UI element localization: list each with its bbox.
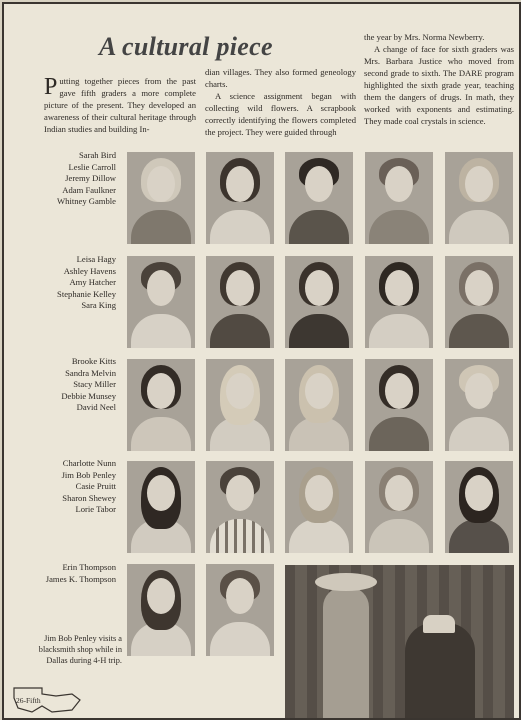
student-name: Jeremy Dillow (65, 173, 116, 183)
student-portrait (206, 256, 274, 348)
article-col2-paragraph-2: A science assignment began with collecting wild flowers. A scrapbook correctly identifying the flowers completed the project. They were guided through (205, 91, 356, 137)
student-portrait (365, 461, 433, 553)
student-portrait (285, 359, 353, 451)
student-name: Adam Faulkner (62, 184, 116, 195)
page-number: 26-Fifth (16, 696, 41, 705)
student-portrait (285, 152, 353, 244)
student-name: Whitney Gamble (57, 196, 116, 206)
student-portrait (365, 359, 433, 451)
student-name: Casie Pruitt (75, 481, 116, 491)
drop-cap: P (44, 74, 58, 100)
article-column-2 (205, 66, 356, 138)
student-portrait (127, 461, 195, 553)
student-name: Sara King (81, 300, 116, 310)
student-portrait (127, 359, 195, 451)
student-name: Sharon Shewey (62, 492, 116, 503)
student-portrait (285, 256, 353, 348)
student-portrait (127, 256, 195, 348)
yearbook-page (2, 2, 521, 720)
student-portrait (127, 152, 195, 244)
student-portrait (206, 359, 274, 451)
student-name: Debbie Munsey (61, 390, 116, 401)
name-list-row-2 (18, 254, 116, 312)
student-name: Stephanie Kelley (57, 288, 116, 299)
article-col1-text: utting together pieces from the past gave fifth graders a more complete picture of the present. They developed an awareness of their cultural heritage through Indian studies and building In- (44, 76, 196, 134)
student-portrait (206, 564, 274, 656)
student-name: Leisa Hagy (76, 254, 116, 264)
article-title: A cultural piece (99, 32, 273, 61)
student-name: Erin Thompson (62, 562, 116, 572)
blacksmith-photo (285, 565, 514, 718)
student-name: Charlotte Nunn (62, 458, 116, 468)
student-portrait (285, 461, 353, 553)
name-list-row-3 (18, 356, 116, 414)
name-list-row-1 (18, 150, 116, 208)
article-column-3 (364, 31, 514, 127)
student-portrait (206, 152, 274, 244)
student-portrait (127, 564, 195, 656)
student-portrait (365, 152, 433, 244)
student-name: Lorie Tabor (75, 504, 116, 514)
student-name: Amy Hatcher (69, 277, 116, 287)
photo-caption: Jim Bob Penley visits a blacksmith shop while in Dallas during 4-H trip. (38, 634, 122, 665)
student-name: Leslie Carroll (68, 161, 116, 172)
student-portrait (445, 461, 513, 553)
student-portrait (365, 256, 433, 348)
student-name: Jim Bob Penley (61, 469, 116, 480)
name-list-row-4 (18, 458, 116, 516)
article-col3-paragraph-1: the year by Mrs. Norma Newberry. (364, 32, 485, 42)
student-name: Sandra Melvin (65, 367, 116, 378)
article-col3-paragraph-2: A change of face for sixth graders was Mrs. Barbara Justice who moved from second grade to sixth. The DARE program highlighted the sixth grade year, teaching them the dangers of drugs. In math, they worked with exponents and estimating. They made coal crystals in science. (364, 44, 514, 126)
student-name: David Neel (76, 402, 116, 412)
student-portrait (206, 461, 274, 553)
student-name: Sarah Bird (79, 150, 116, 160)
student-portrait (445, 152, 513, 244)
name-list-row-5 (18, 562, 116, 585)
article-column-1 (44, 75, 196, 135)
student-name: Ashley Havens (63, 265, 116, 276)
student-name: Brooke Kitts (71, 356, 116, 366)
student-name: Stacy Miller (73, 379, 116, 389)
student-portrait (445, 359, 513, 451)
student-name: James K. Thompson (45, 573, 116, 584)
article-col2-paragraph-1: dian villages. They also formed geneology charts. (205, 67, 356, 89)
student-portrait (445, 256, 513, 348)
